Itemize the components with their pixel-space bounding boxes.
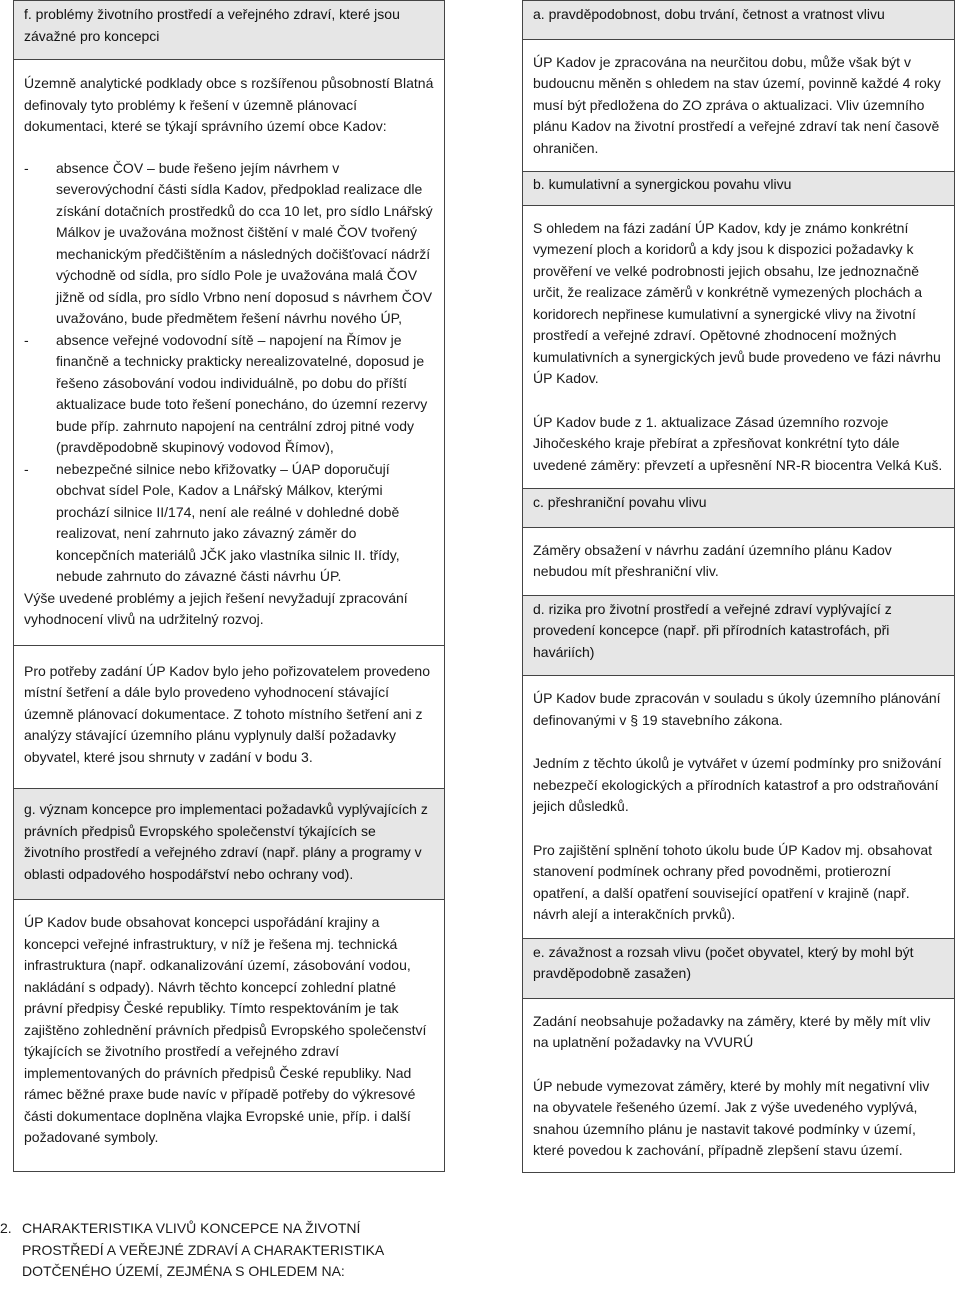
section-b-body: S ohledem na fázi zadání ÚP Kadov, kdy je známo konkrétní vymezení ploch a koridorů a kdy jsou k dispozici požadavky k prověření ve velké podrobnosti jejich obsahu, lze jednoznačně určit, že realizace záměrů v konkrétně vymezených plochách a koridorech nepřinese kumulativní a synergické vlivy na životní prostředí a veřejné zdraví. Opětovné zhodnocení možných kumulativních a synergických jevů bude provedeno ve fázi návrhu ÚP Kadov. ÚP Kadov bude z 1. aktualizace Zásad územního rozvoje Jihočeského kraje přebírat a zpřesňovat konkrétní tyto dále uvedené záměry: převzetí a upřesnění NR-R biocentra Velká Kuš. <box>523 205 954 489</box>
problem-list <box>24 158 434 588</box>
section-f-intro: Územně analytické podklady obce s rozšířenou působností Blatná definovaly tyto problémy k řešení v územně plánovací dokumentaci, které se týkají správního území obce Kadov: <box>24 75 434 134</box>
section-e-body: Zadání neobsahuje požadavky na záměry, které by měly mít vliv na uplatnění požadavky na VVURÚ ÚP nebude vymezovat záměry, které by mohly mít negativní vliv na obyvatele řešeného území. Jak z výše uvedeného vyplývá, snahou územního plánu je nastavit takové podmínky v území, které povedou k zachování, případně zlepšení stavu území. <box>523 998 954 1172</box>
list-item: - absence ČOV – bude řešeno jejím návrhem v severovýchodní části sídla Kadov, předpoklad realizace dle získání dotačních prostředků do cca 10 let, pro sídlo Lnářský Málkov je uvažována možnost čištění v malé ČOV tvořený mechanickým předčištěním a následných dočišťovací nádrží východně od sídla, pro sídlo Pole je uvažována malá ČOV jižně od sídla, pro sídlo Vrbno není doposud s návrhem ČOV uvažováno, bude předmětem řešení návrhu nového ÚP, <box>24 159 433 326</box>
section-f-conclusion: Výše uvedené problémy a jejich řešení nevyžadují zpracování vyhodnocení vlivů na udržitelný rozvoj. <box>24 589 408 627</box>
section-a <box>522 0 955 1173</box>
left-column <box>13 0 445 1172</box>
section-f-heading: f. problémy životního prostředí a veřejného zdraví, které jsou závažné pro koncepci <box>14 1 444 59</box>
section-g-heading: g. význam koncepce pro implementaci požadavků vyplývajících z právních předpisů Evropského společenství týkajících se životního prostředí a veřejného zdraví (např. plány a programy v oblasti odpadového hospodářství nebo ochrany vod). <box>14 788 444 899</box>
section-a-body: ÚP Kadov je zpracována na neurčitou dobu, může však být v budoucnu měněn s ohledem na stav území, povinně každé 4 roky musí být předložena do ZO zpráva o aktualizaci. Vliv územního plánu Kadov na životní prostředí a veřejné zdraví tak není časově ohraničen. <box>523 39 954 172</box>
section-a-heading: a. pravděpodobnost, dobu trvání, četnost a vratnost vlivu <box>523 1 954 39</box>
section-b-heading: b. kumulativní a synergickou povahu vlivu <box>523 171 954 205</box>
section-c-body: Záměry obsažení v návrhu zadání územního plánu Kadov nebudou mít přeshraniční vliv. <box>523 527 954 595</box>
section-2-title: CHARAKTERISTIKA VLIVŮ KONCEPCE NA ŽIVOTNÍ PROSTŘEDÍ A VEŘEJNÉ ZDRAVÍ A CHARAKTERISTIKA DOTČENÉHO ÚZEMÍ, ZEJMÉNA S OHLEDEM NA: <box>22 1220 384 1279</box>
section-c-heading: c. přeshraniční povahu vlivu <box>523 488 954 527</box>
section-f-body <box>14 59 444 645</box>
section-g-body: ÚP Kadov bude obsahovat koncepci uspořádání krajiny a koncepci veřejné infrastruktury, v níž je řešena mj. technická infrastruktura (např. odkanalizování území, zásobování vodou, nakládání s odpady). Návrh těchto koncepcí zohlední platné právní předpisy České republiky. Tímto respektováním je tak zajištěno zohlednění právních předpisů Evropského společenství týkajících se životního prostředí a veřejného zdraví implementovaných do právních předpisů České republiky. Nad rámec běžné praxe bude navíc v případě potřeby do výkresové části dokumentace doplněna vlajka Evropské unie, příp. i další požadované symboly. <box>14 899 444 1171</box>
section-e-heading: e. závažnost a rozsah vlivu (počet obyvatel, který by mohl být pravděpodobně zasažen) <box>523 938 954 998</box>
section-d-body: ÚP Kadov bude zpracován v souladu s úkoly územního plánování definovanými v § 19 stavebního zákona. Jedním z těchto úkolů je vytvářet v území podmínky pro snižování nebezpečí ekologických a přírodních katastrof a pro odstraňování jejich důsledků. Pro zajištění splnění tohoto úkolu bude ÚP Kadov mj. obsahovat stanovení podmínek ochrany před povodněmi, protierozní opatření, a další opatření související opatření v krajině (např. návrh alejí a interakčních prvků). <box>523 675 954 938</box>
right-column <box>522 0 955 1173</box>
list-item: - absence veřejné vodovodní sítě – napojení na Římov je finančně a technicky prakticky nerealizovatelné, doposud je řešeno zásobování vodou individuálně, po dobu do příští aktualizace bude toto řešení ponecháno, do územní rezervy bude příp. zahrnuto napojení na centrální zdroj pitné vody (pravděpodobně skupinový vodovod Římov), <box>24 331 428 455</box>
section-f-para2: Pro potřeby zadání ÚP Kadov bylo jeho pořizovatelem provedeno místní šetření a dále bylo provedeno vyhodnocení stávající územně plánovací dokumentace. Z tohoto místního šetření ani z analýzy stávající územního plánu vyplynuly další požadavky obyvatel, které jsou shrnuty v zadání v bodu 3. <box>14 645 444 789</box>
section-2-number: 2. <box>0 1220 12 1236</box>
section-d-heading: d. rizika pro životní prostředí a veřejné zdraví vyplývající z provedení koncepce (např. při přírodních katastrofách, při haváriích) <box>523 595 954 676</box>
section-f <box>13 0 445 1172</box>
list-item: - nebezpečné silnice nebo křižovatky – ÚAP doporučují obchvat sídel Pole, Kadov a Lnářský Málkov, kterými prochází silnice II/174, není ale reálné v dohledné době realizovat, není zahrnuto jako závazný záměr do koncepčních materiálů JČK jako vlastníka silnic II. třídy, nebude zahrnuto do závazné části návrhu ÚP. <box>24 460 400 584</box>
